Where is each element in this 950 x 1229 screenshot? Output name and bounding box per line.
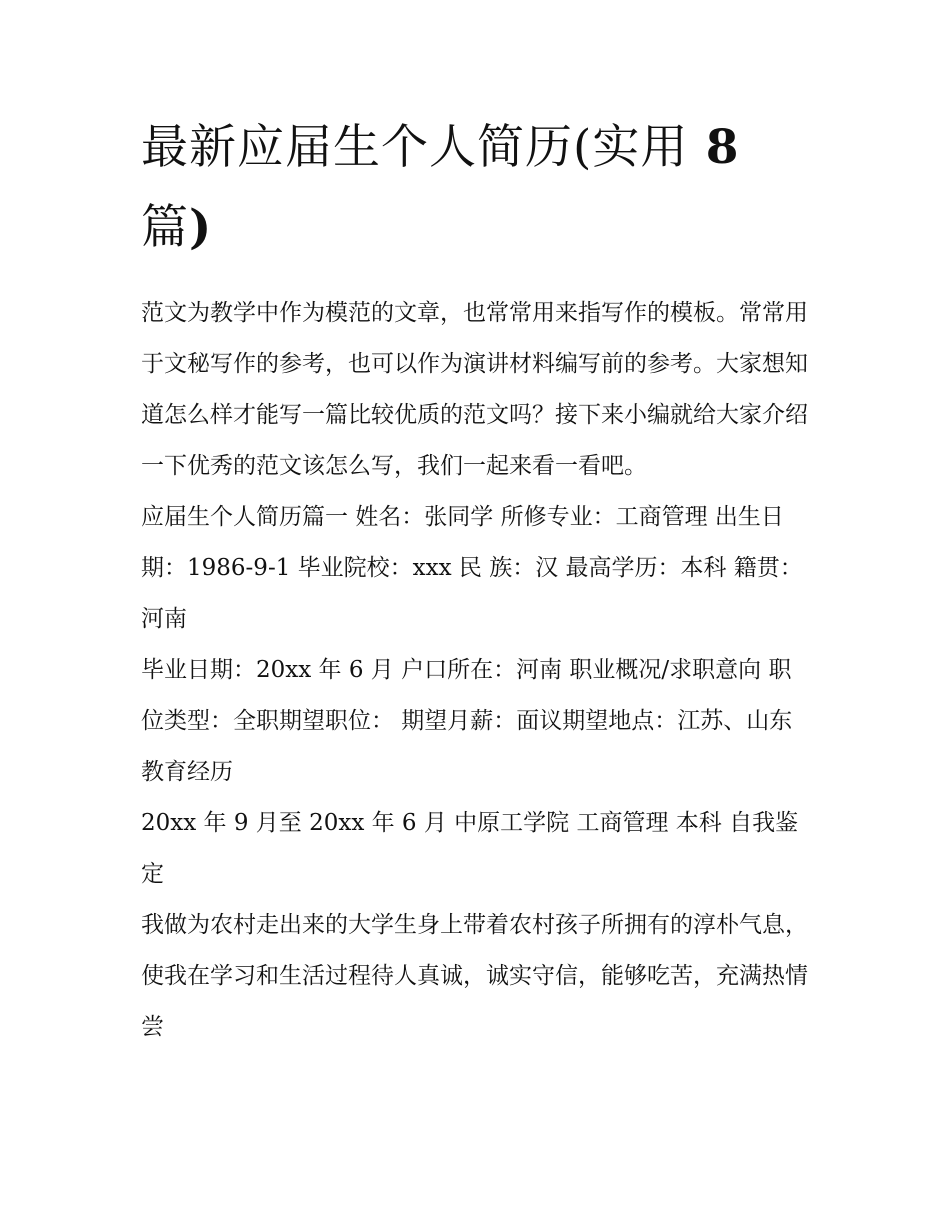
document-page bbox=[141, 108, 813, 1053]
paragraph-self-evaluation: 我做为农村走出来的大学生身上带着农村孩子所拥有的淳朴气息，使我在学习和生活过程待人真诚，诚实守信，能够吃苦，充满热情尝 bbox=[141, 912, 808, 1040]
paragraph-basic-info: 应届生个人简历篇一 姓名：张同学 所修专业：工商管理 出生日期：1986-9-1 毕业院校：xxx 民 族：汉 最高学历：本科 籍贯：河南 bbox=[141, 504, 803, 632]
paragraph-intro: 范文为教学中作为模范的文章，也常常用来指写作的模板。常常用于文秘写作的参考，也可以作为演讲材料编写前的参考。大家想知道怎么样才能写一篇比较优质的范文吗？接下来小编就给大家介绍一下优秀的范文该怎么写，我们一起来看一看吧。 bbox=[141, 300, 808, 479]
title-line-2: 篇) bbox=[141, 200, 213, 255]
document-title bbox=[141, 108, 813, 268]
paragraph-job-intent: 毕业日期：20xx 年 6 月 户口所在：河南 职业概况/求职意向 职位类型：全职期望职位： 期望月薪：面议期望地点：江苏、山东 教育经历 bbox=[141, 657, 793, 785]
title-line-1: 最新应届生个人简历(实用 8 bbox=[141, 120, 740, 175]
paragraph-education: 20xx 年 9 月至 20xx 年 6 月 中原工学院 工商管理 本科 自我鉴定 bbox=[141, 810, 799, 887]
